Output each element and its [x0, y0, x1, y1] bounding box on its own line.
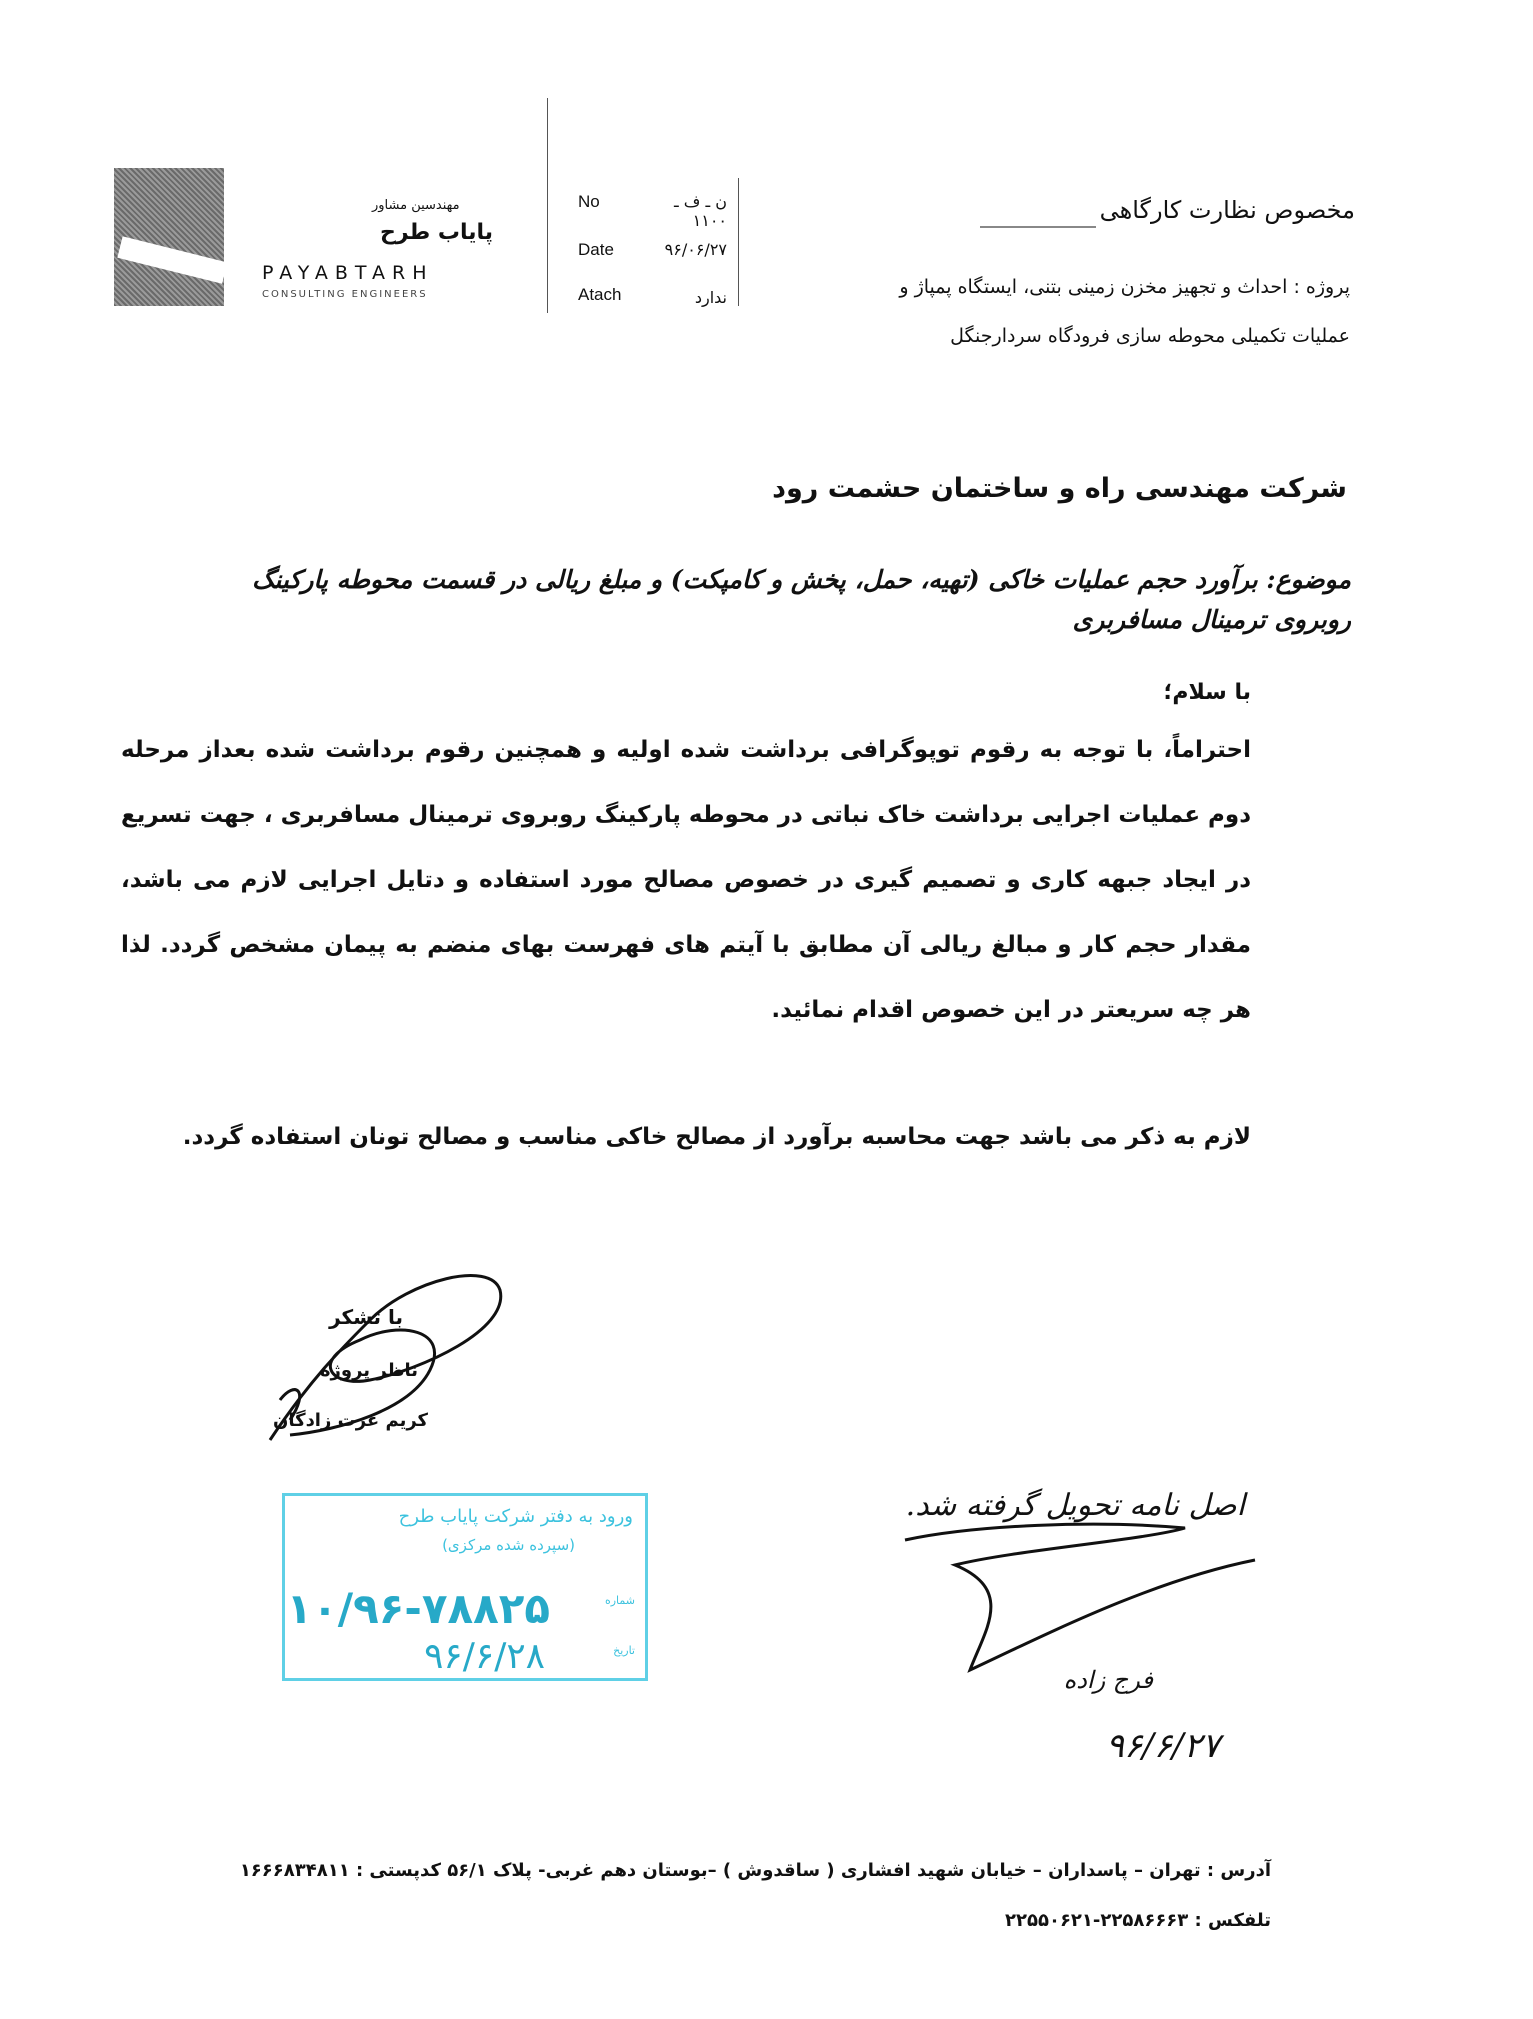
logo-english-subtitle: CONSULTING ENGINEERS	[262, 289, 428, 300]
body-paragraph-2: لازم به ذکر می باشد جهت محاسبه برآورد از مصالح خاکی مناسب و مصالح تونان استفاده گردد.	[182, 1124, 1251, 1150]
stamp-line-1: ورود به دفتر شرکت پایاب طرح	[398, 1506, 633, 1527]
receipt-note: اصل نامه تحویل گرفته شد.	[905, 1488, 1245, 1523]
stamp-number: ۱۰/۹۶-۷۸۸۲۵	[286, 1584, 550, 1633]
stamp-date-label: تاریخ	[613, 1644, 635, 1657]
company-logo-mark	[114, 168, 224, 306]
project-line-1: پروژه : احداث و تجهیز مخزن زمینی بتنی، ایستگاه پمپاژ و	[899, 276, 1350, 298]
signer-role: ناظر پروژه	[319, 1360, 418, 1381]
footer-fax: تلفکس : ۲۲۵۸۶۶۶۳-۲۲۵۵۰۶۲۱	[1005, 1910, 1271, 1931]
closing: با تشکر	[329, 1305, 403, 1329]
meta-date-value: ۹۶/۰۶/۲۷	[664, 240, 727, 259]
receiver-name: فرج زاده	[1063, 1666, 1153, 1694]
meta-attach-label: Atach	[578, 285, 622, 304]
subject: موضوع: برآورد حجم عملیات خاکی (تهیه، حمل، پخش و کامپکت) و مبلغ ریالی در قسمت محوطه پارکینگ روبروی ترمینال مسافربری	[251, 565, 1351, 634]
body-paragraph: احتراماً، با توجه به رقوم توپوگرافی برداشت شده اولیه و همچنین رقوم برداشت شده بعداز مرحله دوم عملیات اجرایی برداشت خاک نباتی در محوطه پارکینگ روبروی ترمینال مسافربری ، جهت تسریع در ایجاد جبهه کاری و تصمیم گیری در خصوص مصالح مورد استفاده و دتایل اجرایی لازم می باشد، مقدار حجم کار و مبالغ ریالی آن مطابق با آیتم های فهرست بهای منضم به پیمان مشخص گردد. لذا هر چه سریعتر در این خصوص اقدام نمائید.	[121, 737, 1251, 1023]
project-line-2: عملیات تکمیلی محوطه سازی فرودگاه سردارجنگل	[950, 325, 1350, 347]
meta-no-value: ن ـ ف ـ ۱۱۰۰	[674, 192, 727, 230]
receiver-date: ۹۶/۶/۲۷	[1105, 1726, 1220, 1766]
stamp-date: ۹۶/۶/۲۸	[424, 1636, 545, 1677]
greeting: با سلام؛	[1163, 680, 1251, 705]
header-divider-left	[547, 98, 548, 313]
meta-attach-value: ندارد	[694, 288, 727, 307]
signer-name: کریم عزت زادگان	[272, 1410, 428, 1431]
incoming-stamp	[282, 1493, 648, 1681]
stamp-number-label: شماره	[604, 1594, 635, 1607]
footer-address: آدرس : تهران – پاسداران – خیابان شهید افشاری ( ساقدوش ) –بوستان دهم غربی- پلاک ۵۶/۱ کدپستی : ۱۶۶۶۸۳۴۸۱۱	[239, 1860, 1271, 1881]
stamp-line-2: (سپرده شده مرکزی)	[442, 1536, 575, 1554]
meta-date-label: Date	[578, 240, 614, 259]
logo-persian-subtitle: مهندسین مشاور	[372, 198, 460, 213]
recipient: شرکت مهندسی راه و ساختمان حشمت رود	[772, 473, 1347, 504]
logo-english-name: PAYABTARH	[262, 262, 434, 284]
title-strike-line	[980, 226, 1096, 228]
meta-no-label: No	[578, 192, 600, 211]
document-title: مخصوص نظارت کارگاهی	[1099, 196, 1355, 224]
header-divider-right	[738, 178, 739, 306]
receiver-signature	[895, 1520, 1275, 1690]
logo-persian-name: پایاب طرح	[380, 220, 494, 245]
